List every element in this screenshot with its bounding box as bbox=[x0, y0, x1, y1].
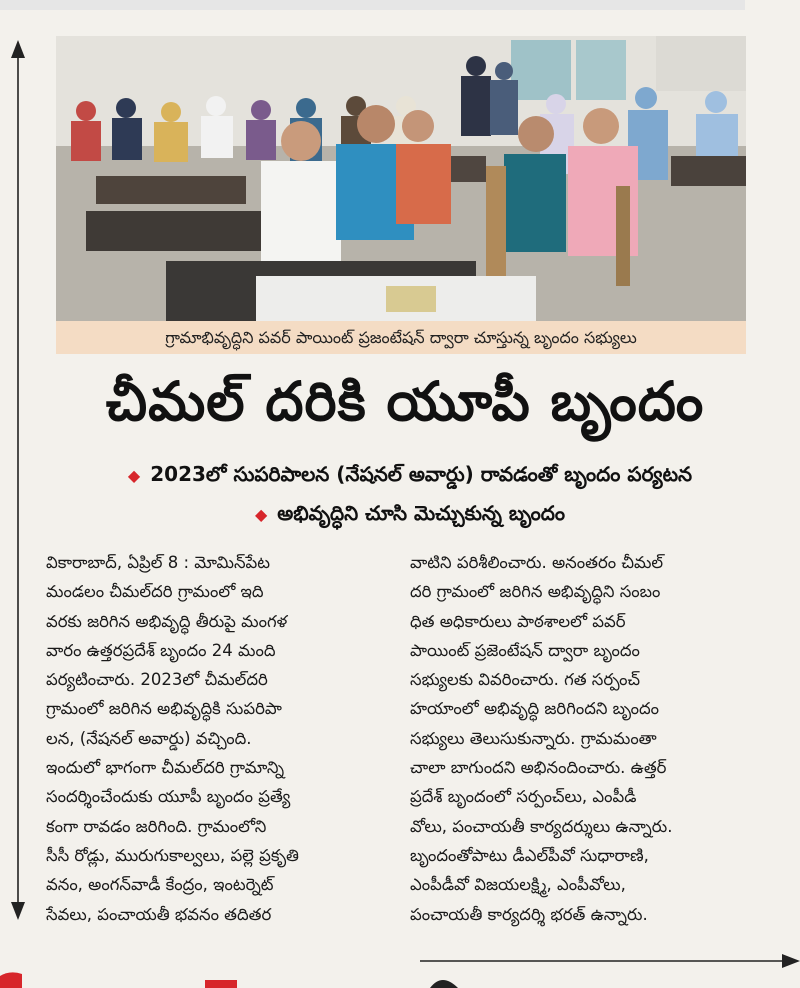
body-line: హయాంలో అభివృద్ధి జరిగిందని బృందం bbox=[410, 699, 660, 719]
diamond-bullet-icon: ◆ bbox=[254, 505, 268, 524]
diamond-bullet-icon: ◆ bbox=[127, 466, 141, 485]
next-article-strip bbox=[0, 970, 800, 988]
body-line: వికారాబాద్, ఏప్రిల్ 8 : మోమిన్‌పేట bbox=[46, 553, 271, 572]
body-column-left bbox=[46, 548, 386, 929]
body-line: వనం, అంగన్‌వాడీ కేంద్రం, ఇంటర్నెట్ bbox=[46, 875, 274, 895]
body-line: పంచాయతీ కార్యదర్శి భరత్ ఉన్నారు. bbox=[410, 904, 648, 924]
top-band bbox=[0, 0, 745, 10]
subhead-bullet bbox=[40, 498, 780, 528]
body-line: ఎంపీడీవో విజయలక్ష్మి, ఎంపీవోలు, bbox=[410, 875, 626, 895]
body-line: సీసీ రోడ్లు, మురుగుకాల్వలు, పల్లె ప్రకృతి bbox=[46, 845, 299, 865]
body-line: కంగా రావడం జరిగింది. గ్రామంలోని bbox=[46, 816, 267, 836]
body-line: గ్రామంలో జరిగిన అభివృద్ధికి సుపరిపా bbox=[46, 699, 282, 719]
body-line: సందర్శించేందుకు యూపీ బృందం ప్రత్యే bbox=[46, 787, 291, 807]
body-line: వోలు, పంచాయతీ కార్యదర్శులు ఉన్నారు. bbox=[410, 816, 673, 836]
body-line: బృందంతోపాటు డీఎల్‌పీవో సుధారాణి, bbox=[410, 845, 649, 865]
body-line: ధిత అధికారులు పాఠశాలలో పవర్ bbox=[410, 611, 626, 631]
body-line: వాటిని పరిశీలించారు. అనంతరం చీమల్ bbox=[410, 553, 664, 572]
body-line: ప్రదేశ్ బృందంలో సర్పంచ్‌లు, ఎంపీడీ bbox=[410, 787, 637, 807]
body-column-right bbox=[410, 548, 750, 929]
body-line: ఇందులో భాగంగా చీమల్‌దరి గ్రామాన్ని bbox=[46, 758, 285, 778]
body-line: పర్యటించారు. 2023లో చీమల్‌దరి bbox=[46, 670, 268, 690]
body-line: లన, (నేషనల్ అవార్డు) వచ్చింది. bbox=[46, 728, 252, 748]
body-line: సభ్యులు తెలుసుకున్నారు. గ్రామమంతా bbox=[410, 728, 657, 748]
body-line: వారం ఉత్తరప్రదేశ్ బృందం 24 మంది bbox=[46, 640, 276, 660]
body-line: మండలం చీమల్‌దరి గ్రామంలో ఇది bbox=[46, 582, 264, 602]
body-line: సభ్యులకు వివరించారు. గత సర్పంచ్ bbox=[410, 670, 641, 690]
subhead-text: 2023లో సుపరిపాలన (నేషనల్ అవార్డు) రావడంతో బృందం పర్యటన bbox=[150, 462, 693, 486]
headline: చీమల్ దరికి యూపీ బృందం bbox=[105, 370, 705, 433]
body-line: చాలా బాగుందని అభినందించారు. ఉత్తర్ bbox=[410, 758, 667, 778]
body-line: పాయింట్ ప్రజెంటేషన్ ద్వారా బృందం bbox=[410, 640, 640, 660]
news-photo bbox=[56, 36, 746, 321]
body-line: సేవలు, పంచాయతీ భవనం తదితర bbox=[46, 904, 272, 924]
photo-caption: గ్రామాభివృద్ధిని పవర్ పాయింట్ ప్రజంటేషన్ ద్వారా చూస్తున్న బృందం సభ్యులు bbox=[56, 321, 746, 354]
up-down-arrow-icon bbox=[6, 40, 30, 920]
body-line: వరకు జరిగిన అభివృద్ధి తీరుపై మంగళ bbox=[46, 611, 288, 631]
subhead-text: అభివృద్ధిని చూసి మెచ్చుకున్న బృందం bbox=[277, 501, 566, 525]
body-line: దరి గ్రామంలో జరిగిన అభివృద్ధిని సంబం bbox=[410, 582, 661, 602]
subhead-bullet bbox=[40, 458, 780, 490]
